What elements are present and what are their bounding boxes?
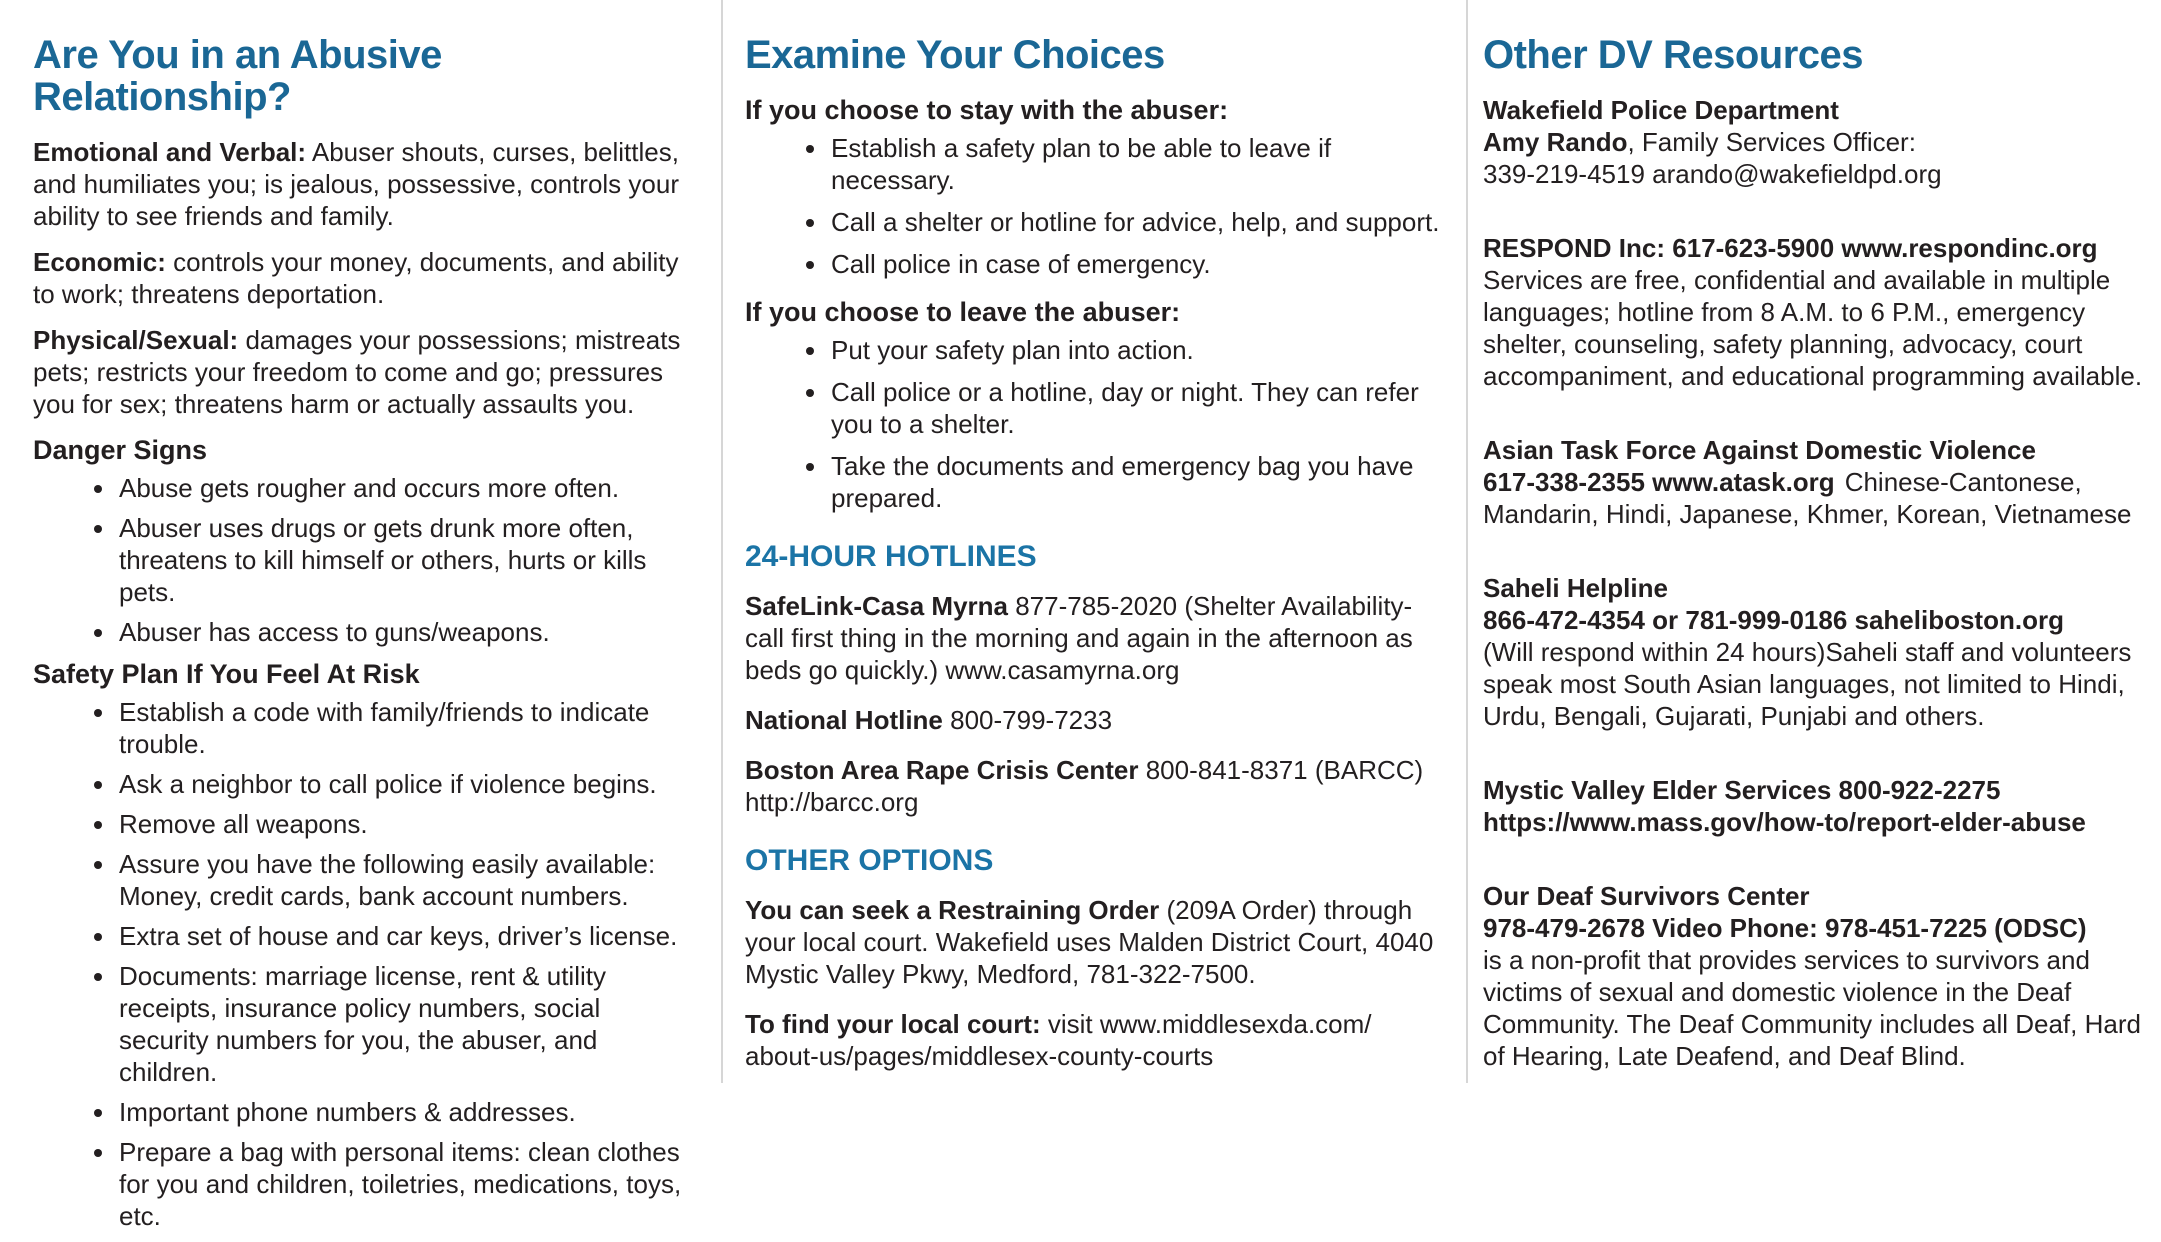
resource-description: (Will respond within 24 hours)Saheli staff and volunteers speak most South Asian languages, not limited to Hindi, Urdu, Bengali, Gujarati, Punjabi and others. (1483, 637, 2132, 731)
resource-contact: 339-219-4519 arando@wakefieldpd.org (1483, 159, 1942, 189)
paragraph-text-restraining-order: (209A Order) through your local court. Wakefield uses Malden District Court, 4040 Mystic Valley Pkwy, Medford, 781-322-7500. (745, 895, 1434, 989)
panel-examine-choices (745, 34, 1445, 1090)
resource-deaf-survivors-center (1483, 880, 2161, 1072)
resource-languages: Chinese-Cantonese, Mandarin, Hindi, Japanese, Khmer, Korean, Vietnamese (1483, 467, 2132, 529)
resource-name: Asian Task Force Against Domestic Violence (1483, 435, 2036, 465)
panel-heading-abusive-relationship: Are You in an Abusive Relationship? (33, 33, 442, 119)
subheading-leave-abuser: If you choose to leave the abuser: (745, 297, 1181, 327)
list-item: • Remove all weapons. (117, 808, 693, 840)
hotline-national-number: 800-799-7233 (950, 705, 1113, 735)
leave-abuser-list (745, 334, 1445, 514)
subheading-safety-plan: Safety Plan If You Feel At Risk (33, 659, 420, 689)
officer-name: Amy Rando (1483, 127, 1628, 157)
subheading-24-hour-hotlines: 24-HOUR HOTLINES (745, 540, 1037, 573)
safety-plan-list (33, 696, 693, 1232)
column-divider-left (721, 0, 723, 1083)
panel-heading-other-dv-resources: Other DV Resources (1483, 33, 1864, 77)
resource-wakefield-pd (1483, 94, 2161, 190)
list-item: • Assure you have the following easily available: Money, credit cards, bank account numbers. (117, 848, 693, 912)
column-divider-right (1466, 0, 1468, 1083)
panel-abusive-relationship (33, 34, 693, 1242)
paragraph-text-local-court: visit www.middlesexda.com/ (1047, 1009, 1372, 1039)
resource-officer-line (1483, 126, 2161, 158)
list-item: • Call police in case of emergency. (829, 248, 1445, 280)
list-item: • Abuser uses drugs or gets drunk more often, threatens to kill himself or others, hurts or kills pets. (117, 512, 693, 608)
paragraph-text-emotional-verbal: Abuser shouts, curses, belittles, and humiliates you; is jealous, possessive, controls your ability to see friends and family. (33, 137, 679, 231)
hotline-national (745, 704, 1445, 736)
panel-other-dv-resources (1483, 34, 2161, 1114)
paragraph-label-economic: Economic: (33, 247, 166, 277)
hotline-safelink (745, 590, 1445, 686)
list-item: • Documents: marriage license, rent & utility receipts, insurance policy numbers, social security numbers for you, the abuser, and children. (117, 960, 693, 1088)
resource-contact: 617-338-2355 www.atask.org (1483, 467, 1835, 497)
officer-title: , Family Services Officer: (1627, 127, 1916, 157)
list-item: • Ask a neighbor to call police if violence begins. (117, 768, 693, 800)
resource-contact-line (1483, 466, 2161, 530)
stay-with-abuser-list (745, 132, 1445, 280)
paragraph-physical-sexual (33, 324, 693, 420)
list-item: • Establish a safety plan to be able to leave if necessary. (829, 132, 1445, 196)
subheading-danger-signs: Danger Signs (33, 435, 208, 465)
paragraph-text-local-court-url: about-us/pages/middlesex-county-courts (745, 1041, 1214, 1071)
list-item: • Take the documents and emergency bag you have prepared. (829, 450, 1445, 514)
list-item: • Put your safety plan into action. (829, 334, 1445, 366)
list-item: • Call a shelter or hotline for advice, help, and support. (829, 206, 1445, 238)
paragraph-local-court (745, 1008, 1445, 1072)
resource-saheli-helpline (1483, 572, 2161, 732)
list-item: • Important phone numbers & addresses. (117, 1096, 693, 1128)
resource-contact: 866-472-4354 or 781-999-0186 saheliboston.org (1483, 605, 2064, 635)
hotline-barcc-name: Boston Area Rape Crisis Center (745, 755, 1139, 785)
paragraph-label-emotional-verbal: Emotional and Verbal: (33, 137, 307, 167)
resource-respond-inc (1483, 232, 2161, 392)
resource-url: https://www.mass.gov/how-to/report-elder-abuse (1483, 807, 2086, 837)
list-item: • Prepare a bag with personal items: clean clothes for you and children, toiletries, medications, toys, etc. (117, 1136, 693, 1232)
resource-name: RESPOND Inc: 617-623-5900 www.respondinc.org (1483, 233, 2098, 263)
resource-asian-task-force (1483, 434, 2161, 530)
paragraph-text-physical-sexual: damages your possessions; mistreats pets; restricts your freedom to come and go; pressures you for sex; threatens harm or actually assaults you. (33, 325, 681, 419)
paragraph-text-economic: controls your money, documents, and ability to work; threatens deportation. (33, 247, 679, 309)
resource-name: Saheli Helpline (1483, 573, 1668, 603)
resource-name: Mystic Valley Elder Services 800-922-2275 (1483, 775, 2001, 805)
list-item: • Call police or a hotline, day or night. They can refer you to a shelter. (829, 376, 1445, 440)
paragraph-label-local-court: To find your local court: (745, 1009, 1041, 1039)
hotline-safelink-info: 877-785-2020 (Shelter Availability-call first thing in the morning and again in the afternoon as beds go quickly.) www.casamyrna.org (745, 591, 1413, 685)
hotline-national-name: National Hotline (745, 705, 943, 735)
resource-contact: 978-479-2678 Video Phone: 978-451-7225 (ODSC) (1483, 913, 2087, 943)
subheading-stay-with-abuser: If you choose to stay with the abuser: (745, 95, 1229, 125)
resource-name: Wakefield Police Department (1483, 95, 1839, 125)
danger-signs-list (33, 472, 693, 648)
resource-mystic-valley-elder-services (1483, 774, 2161, 838)
resource-description: is a non-profit that provides services to survivors and victims of sexual and domestic violence in the Deaf Community. The Deaf Community includes all Deaf, Hard of Hearing, Late Deafend, and Deaf Blind. (1483, 945, 2141, 1071)
list-item: • Abuser has access to guns/weapons. (117, 616, 693, 648)
subheading-other-options: OTHER OPTIONS (745, 844, 994, 877)
hotline-barcc-info: 800-841-8371 (BARCC) http://barcc.org (745, 755, 1424, 817)
list-item: • Extra set of house and car keys, driver’s license. (117, 920, 693, 952)
hotline-barcc (745, 754, 1445, 818)
resource-description: Services are free, confidential and available in multiple languages; hotline from 8 A.M. to 6 P.M., emergency shelter, counseling, safety planning, advocacy, court accompaniment, and educational programming available. (1483, 265, 2143, 391)
paragraph-emotional-verbal (33, 136, 693, 232)
paragraph-restraining-order (745, 894, 1445, 990)
hotline-safelink-name: SafeLink-Casa Myrna (745, 591, 1008, 621)
panel-heading-examine-choices: Examine Your Choices (745, 33, 1165, 77)
paragraph-label-physical-sexual: Physical/Sexual: (33, 325, 239, 355)
resource-name: Our Deaf Survivors Center (1483, 881, 1810, 911)
paragraph-economic (33, 246, 693, 310)
list-item: • Establish a code with family/friends to indicate trouble. (117, 696, 693, 760)
list-item: • Abuse gets rougher and occurs more often. (117, 472, 693, 504)
paragraph-label-restraining-order: You can seek a Restraining Order (745, 895, 1160, 925)
